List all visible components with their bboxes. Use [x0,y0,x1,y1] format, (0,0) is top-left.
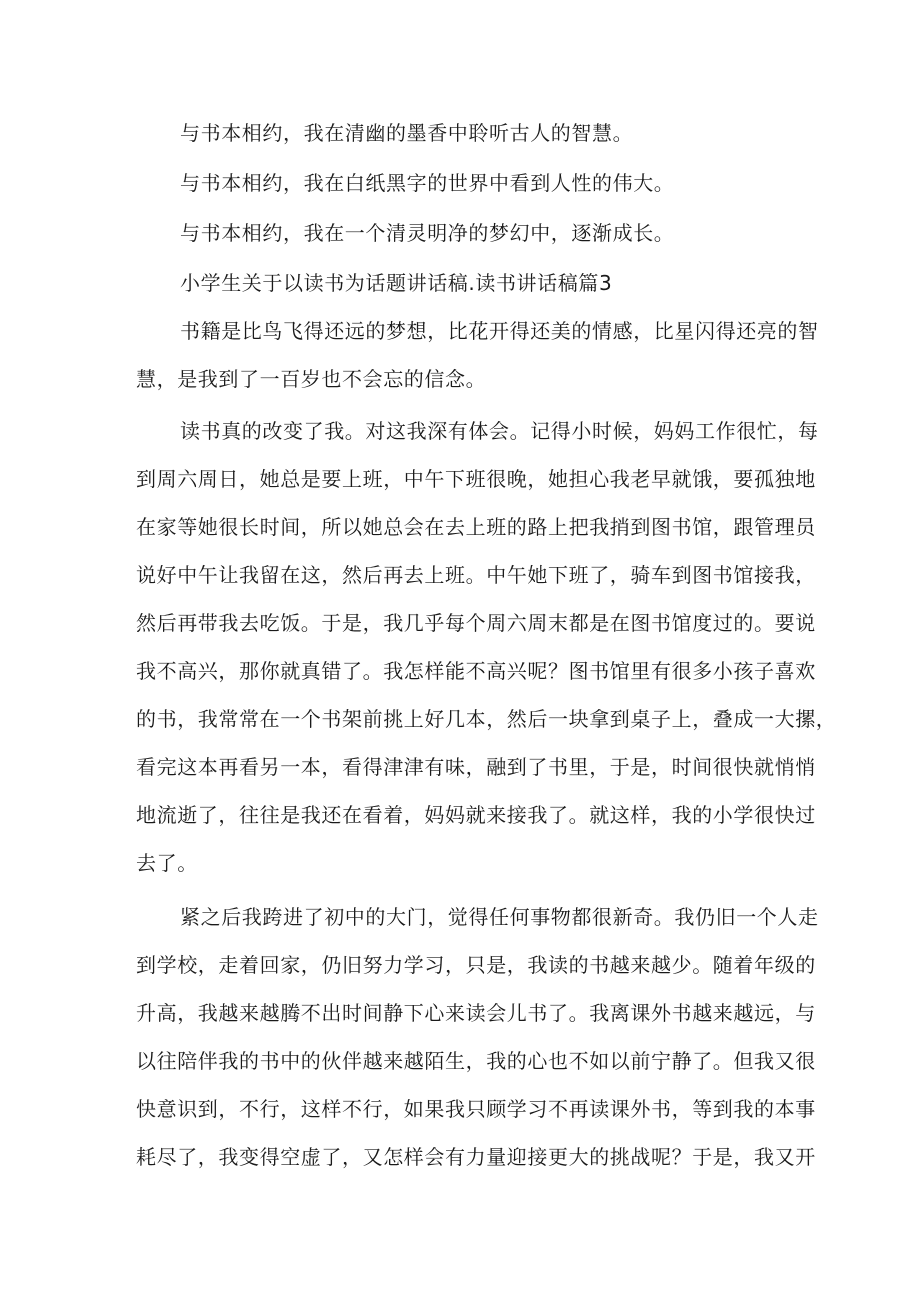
paragraph-line: 我不高兴，那你就真错了。我怎样能不高兴呢？图书馆里有很多小孩子喜欢 [136,659,816,683]
paragraph-line: 然后再带我去吃饭。于是，我几乎每个周六周末都是在图书馆度过的。要说 [136,611,816,635]
paragraph-line: 以往陪伴我的书中的伙伴越来越陌生，我的心也不如以前宁静了。但我又很 [136,1049,816,1073]
section-heading: 小学生关于以读书为话题讲话稿.读书讲话稿篇3 [180,271,613,295]
text-line: 与书本相约，我在白纸黑字的世界中看到人性的伟大。 [180,171,675,195]
paragraph-line: 到周六周日，她总是要上班，中午下班很晚，她担心我老早就饿，要孤独地 [136,467,816,491]
paragraph-line: 到学校，走着回家，仍旧努力学习，只是，我读的书越来越少。随着年级的 [136,953,816,977]
paragraph-line: 地流逝了，往往是我还在看着，妈妈就来接我了。就这样，我的小学很快过 [136,803,816,827]
text-line: 与书本相约，我在清幽的墨香中聆听古人的智慧。 [180,121,634,145]
paragraph-line: 的书，我常常在一个书架前挑上好几本，然后一块拿到桌子上，叠成一大摞， [136,707,837,731]
paragraph-line: 慧，是我到了一百岁也不会忘的信念。 [136,367,487,391]
paragraph-line: 升高，我越来越腾不出时间静下心来读会儿书了。我离课外书越来越远，与 [136,1001,816,1025]
paragraph-line: 在家等她很长时间，所以她总会在去上班的路上把我捎到图书馆，跟管理员 [136,515,816,539]
paragraph-line: 去了。 [136,851,198,875]
paragraph-line: 读书真的改变了我。对这我深有体会。记得小时候，妈妈工作很忙，每 [180,419,819,443]
paragraph-line: 看完这本再看另一本，看得津津有味，融到了书里，于是，时间很快就悄悄 [136,755,816,779]
paragraph-line: 书籍是比鸟飞得还远的梦想，比花开得还美的情感，比星闪得还亮的智 [180,319,819,343]
paragraph-line: 紧之后我跨进了初中的大门，觉得任何事物都很新奇。我仍旧一个人走 [180,905,819,929]
text-line: 与书本相约，我在一个清灵明净的梦幻中，逐渐成长。 [180,221,675,245]
paragraph-line: 快意识到，不行，这样不行，如果我只顾学习不再读课外书，等到我的本事 [136,1097,816,1121]
paragraph-line: 说好中午让我留在这，然后再去上班。中午她下班了，骑车到图书馆接我， [136,563,816,587]
paragraph-line: 耗尽了，我变得空虚了，又怎样会有力量迎接更大的挑战呢？于是，我又开 [136,1145,816,1169]
